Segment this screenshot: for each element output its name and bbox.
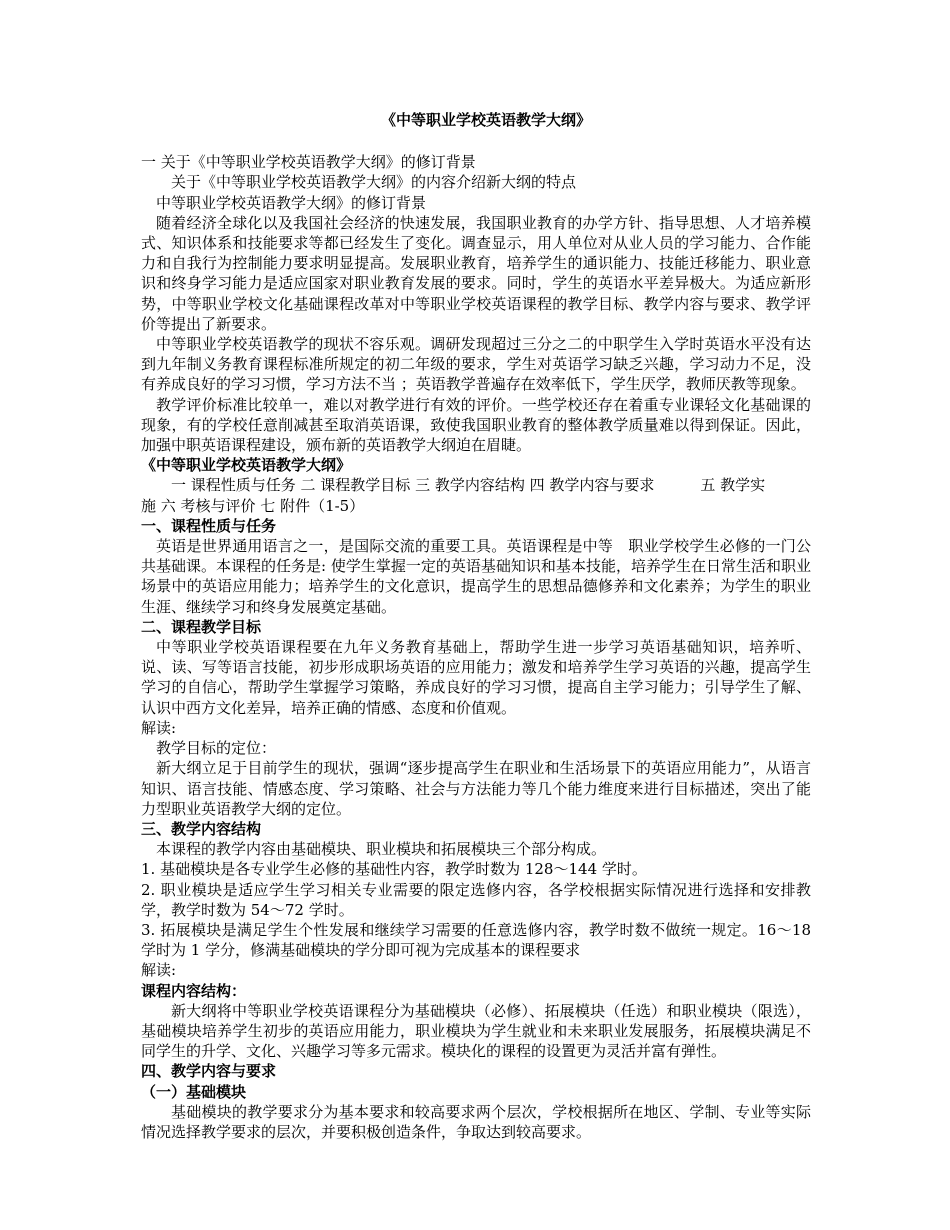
goal-positioning-label: 教学目标的定位：	[156, 739, 277, 758]
background-paragraph-3: 教学评价标准比较单一，难以对教学进行有效的评价。一些学校还存在着重专业课轻文化基础课的现象，有的学校任意削减甚至取消英语课，致使我国职业教育的整体教学质量难以得到保证。因此，加强中职英语课程建设，颁布新的英语教学大纲迫在眉睫。	[141, 395, 811, 455]
intro-line-2: 关于《中等职业学校英语教学大纲》的内容介绍新大纲的特点	[171, 173, 577, 192]
outline-part-a: 一 课程性质与任务 二 课程教学目标 三 教学内容结构 四 教学内容与要求	[171, 476, 655, 495]
section-intro-heading: 一 关于《中等职业学校英语教学大纲》的修订背景	[141, 153, 476, 172]
heading-section-1: 一、课程性质与任务	[141, 516, 277, 535]
section-3-item-1: 1. 基础模块是各专业学生必修的基础性内容，教学时数为 128～144 学时。	[141, 860, 647, 879]
document-title: 《中等职业学校英语教学大纲》	[380, 111, 591, 129]
section-2-paragraph: 中等职业学校英语课程要在九年义务教育基础上，帮助学生进一步学习英语基础知识，培养听、说、读、写等语言技能，初步形成职场英语的应用能力；激发和培养学生学习英语的兴趣，提高学生学习的自信心，帮助学生掌握学习策略，养成良好的学习习惯，提高自主学习能力；引导学生了解、认识中西方文化差异，培养正确的情感、态度和价值观。	[141, 638, 811, 717]
basic-module-paragraph: 基础模块的教学要求分为基本要求和较高要求两个层次，学校根据所在地区、学制、专业等实际情况选择教学要求的层次，并要积极创造条件，争取达到较高要求。	[141, 1102, 811, 1141]
heading-section-2: 二、课程教学目标	[141, 617, 262, 636]
outline-heading: 《中等职业学校英语教学大纲》	[141, 456, 352, 475]
outline-part-b: 五 教学实	[700, 476, 766, 495]
background-paragraph-2: 中等职业学校英语教学的现状不容乐观。调研发现超过三分之二的中职学生入学时英语水平没有达到九年制义务教育课程标准所规定的初二年级的要求，学生对英语学习缺乏兴趣，学习动力不足，没有养成良好的学习习惯，学习方法不当 ；英语教学普遍存在效率低下，学生厌学，教师厌教等现象。	[141, 335, 811, 394]
interpretation-label-1: 解读:	[141, 718, 177, 737]
section-3-item-3: 3. 拓展模块是满足学生个性发展和继续学习需要的任意选修内容，教学时数不做统一规定。16～18 学时为 1 学分，修满基础模块的学分即可视为完成基本的课程要求	[141, 920, 811, 960]
heading-basic-module: （一）基础模块	[141, 1082, 247, 1101]
interpretation-label-2: 解读:	[141, 961, 177, 980]
heading-section-3: 三、教学内容结构	[141, 819, 262, 838]
section-3-intro: 本课程的教学内容由基础模块、职业模块和拓展模块三个部分构成。	[156, 840, 607, 859]
intro-line-3: 中等职业学校英语教学大纲》的修订背景	[156, 193, 427, 212]
document-page	[141, 110, 811, 1142]
heading-section-4: 四、教学内容与要求	[141, 1062, 277, 1081]
outline-line-1	[141, 475, 811, 495]
section-1-paragraph: 英语是世界通用语言之一，是国际交流的重要工具。英语课程是中等 职业学校学生必修的一门公共基础课。本课程的任务是: 使学生掌握一定的英语基础知识和基本技能，培养学生在日常生活和职业场景中的英语应用能力；培养学生的文化意识，提高学生的思想品德修养和文化素养；为学生的职业生涯、继续学习和终身发展奠定基础。	[141, 537, 811, 616]
background-paragraph-1: 随着经济全球化以及我国社会经济的快速发展，我国职业教育的办学方针、指导思想、人才培养模式、知识体系和技能要求等都已经发生了变化。调查显示，用人单位对从业人员的学习能力、合作能力和自我行为控制能力要求明显提高。发展职业教育，培养学生的通识能力、技能迁移能力、职业意识和终身学习能力是适应国家对职业教育发展的要求。同时，学生的英语水平差异极大。为适应新形势，中等职业学校文化基础课程改革对中等职业学校英语课程的教学目标、教学内容与要求、教学评价等提出了新要求。	[141, 213, 811, 333]
outline-line-2: 施 六 考核与评价 七 附件（1-5）	[141, 496, 365, 515]
content-structure-heading: 课程内容结构：	[141, 981, 247, 1000]
section-3-item-2: 2. 职业模块是适应学生学习相关专业需要的限定选修内容，各学校根据实际情况进行选择和安排教学，教学时数为 54～72 学时。	[141, 880, 811, 919]
content-structure-paragraph: 新大纲将中等职业学校英语课程分为基础模块（必修）、拓展模块（任选）和职业模块（限选），基础模块培养学生初步的英语应用能力，职业模块为学生就业和未来职业发展服务，拓展模块满足不同学生的升学、文化、兴趣学习等多元需求。模块化的课程的设置更为灵活并富有弹性。	[141, 1001, 811, 1061]
goal-positioning-paragraph: 新大纲立足于目前学生的现状，强调“逐步提高学生在职业和生活场景下的英语应用能力”，从语言知识、语言技能、情感态度、学习策略、社会与方法能力等几个能力维度来进行目标描述，突出了能力型职业英语教学大纲的定位。	[141, 759, 811, 818]
